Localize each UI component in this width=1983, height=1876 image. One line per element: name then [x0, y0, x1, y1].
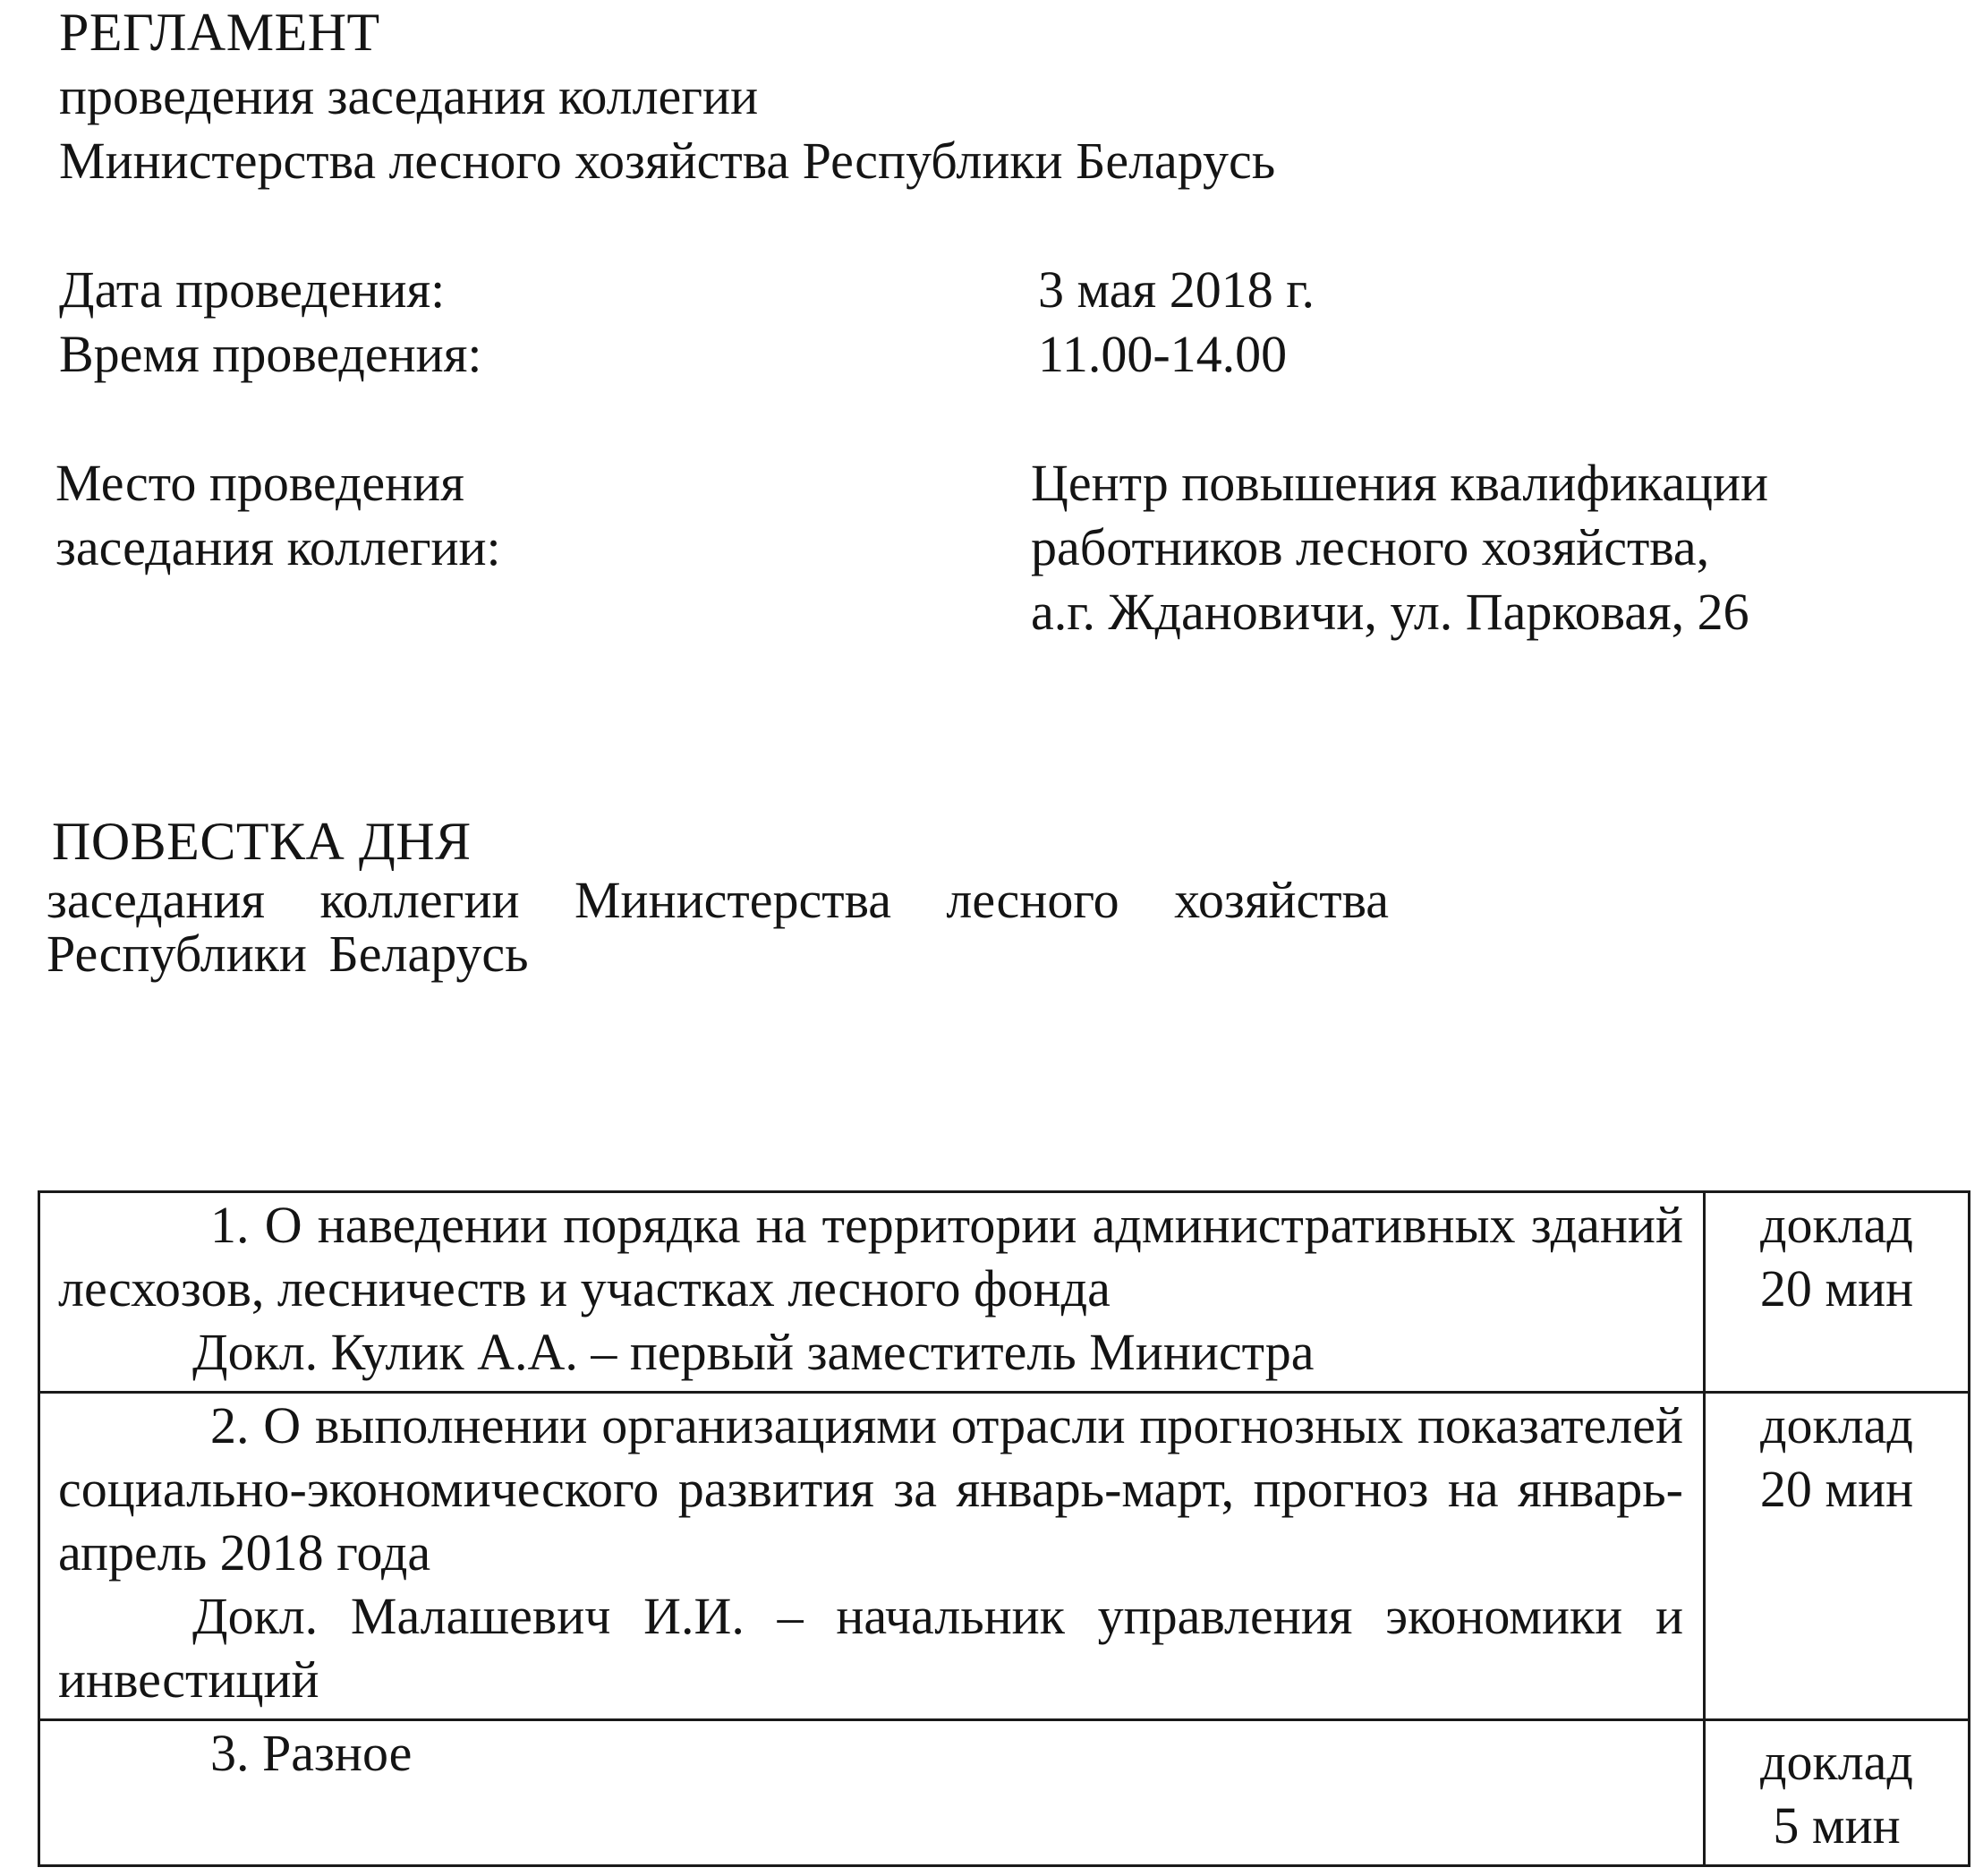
regulation-subtitle-line1: проведения заседания коллегии — [59, 67, 759, 125]
place-label-line2: заседания коллегии: — [55, 518, 501, 576]
duration-type: доклад — [1760, 1396, 1913, 1454]
agenda-duration-cell — [1705, 1393, 1970, 1720]
time-label: Время проведения: — [59, 325, 482, 383]
duration-type: доклад — [1760, 1196, 1913, 1254]
agenda-table — [38, 1190, 1970, 1867]
place-value-line3: а.г. Ждановичи, ул. Парковая, 26 — [1031, 583, 1749, 641]
time-value: 11.00-14.00 — [1038, 325, 1288, 383]
agenda-subtitle: заседания коллегии Министерства лесного хозяйства Республики Беларусь — [47, 871, 1389, 983]
agenda-row — [39, 1192, 1970, 1393]
agenda-row — [39, 1720, 1970, 1866]
place-value-line1: Центр повышения квалификации — [1031, 454, 1769, 512]
agenda-topic-text: 1. О наведении порядка на территории административных зданий лесхозов, лесничеств и участках лесного фонда — [58, 1196, 1683, 1317]
duration-value: 20 мин — [1759, 1259, 1914, 1317]
date-label: Дата проведения: — [59, 260, 446, 319]
regulation-title: РЕГЛАМЕНТ — [59, 3, 380, 62]
agenda-topic-cell — [39, 1393, 1705, 1720]
date-value: 3 мая 2018 г. — [1038, 260, 1315, 319]
agenda-topic-cell — [39, 1192, 1705, 1393]
agenda-row — [39, 1393, 1970, 1720]
agenda-speaker-text: Докл. Малашевич И.И. – начальник управления экономики и инвестиций — [58, 1587, 1683, 1709]
agenda-topic-text: 3. Разное — [210, 1724, 413, 1782]
agenda-topic-text: 2. О выполнении организациями отрасли прогнозных показателей социально-экономического развития за январь-март, прогноз на январь-апрель 2018 года — [58, 1396, 1683, 1582]
place-label-line1: Место проведения — [55, 454, 464, 512]
duration-value: 5 мин — [1773, 1796, 1901, 1855]
duration-value: 20 мин — [1759, 1460, 1914, 1518]
agenda-duration-cell — [1705, 1720, 1970, 1866]
agenda-title: ПОВЕСТКА ДНЯ — [52, 812, 472, 871]
agenda-duration-cell — [1705, 1192, 1970, 1393]
regulation-subtitle-line2: Министерства лесного хозяйства Республики Беларусь — [59, 132, 1276, 190]
place-value-line2: работников лесного хозяйства, — [1031, 518, 1710, 576]
duration-type: доклад — [1760, 1733, 1913, 1791]
agenda-speaker-text: Докл. Кулик А.А. – первый заместитель Министра — [192, 1323, 1315, 1381]
agenda-topic-cell — [39, 1720, 1705, 1866]
